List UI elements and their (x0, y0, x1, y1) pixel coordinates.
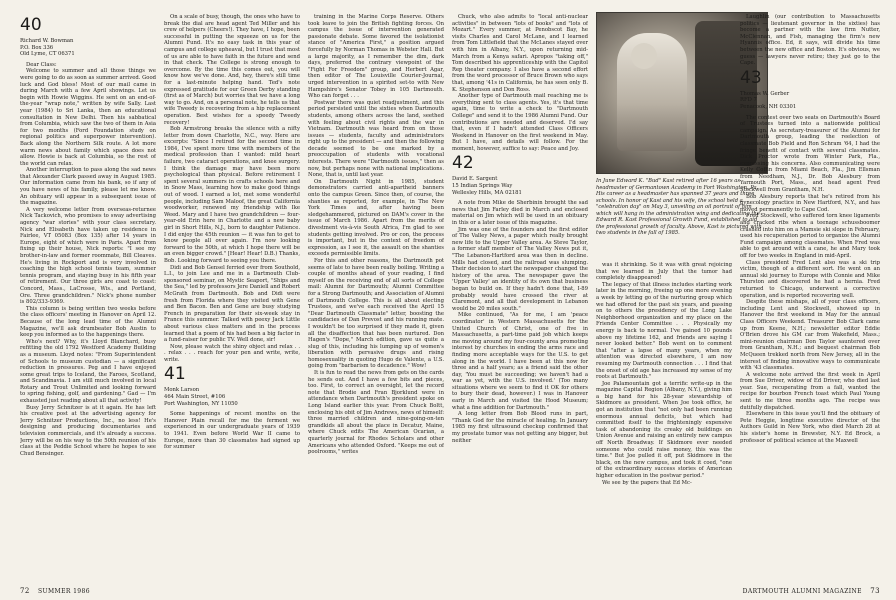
column-1 (20, 14, 156, 582)
paragraph: On Dartmouth Night in 1985, student demonstrators carried anti-apartheid banners onto the campus Green. Since then, of course, the shanties as reported, for example, in The New York Times and, after having been sledgehammered, pictured on DAM's cover in the issue of March 1986. Apart from the merits of divestment vis-à-vis South Africa, I'm glad to see students getting involved. Pro or con, the process is important, but in the context of freedom of expression, as I see it, the assault on the shanties exceeds permissible limits. (308, 178, 444, 258)
footer-left (20, 587, 90, 595)
paragraph: Another type of Dartmouth mail reaching me is everything sent to class agents. Yes, it's that time again, time to write a check to "Dartmouth College" and send it to the 1986 Alumni Fund. Our contributions are needed and deserved. I'd say that, even if I hadn't attended Class Officers Weekend in Hanover on the first weekend in May. But I have, and details will follow. For the moment, however, suffice to say: Peace and Joy. (452, 93, 588, 152)
paragraph: Despite these mishaps, all of your class officers, including Lent and Stockwell, showed up in Hanover the first weekend in May for the annual Class Officers Weekend. Treasurer Bob Clark came up from Keene, N.H.; newsletter editor Eddie O'Brien drove his GM car from Wakefield, Mass.; mini-reunion chairman Don Taylor sauntered over from Grantham, N.H.; and bequest chairman Bob McQueen trekked north from New Jersey, all in the interest of finding innovative ways to communicate with '43 classmates. (740, 299, 880, 372)
column-2 (164, 14, 300, 582)
paragraph: Welcome to summer and all those things we were going to do as soon as summer arrived. Good luck and God bless! Most of our mail came in during March with a few April showings. Let us begin with Howie Wiggins. He sent on an end-of-the-year "wrap note," written by wife Sally. Last year (1984) to Sri Lanka, then an educational consultation in New Delhi. Then his sabbatical from Columbia, which saw the two of them in Asia for two months (Ford Foundation study on regional politics and superpower intervention). Back along the Northern Silk route. A lot more warm news about family which space does not allow. Howie is back at Columbia, so the rest of the world can relax. (20, 68, 156, 167)
paragraph: Dear Class: (26, 61, 57, 68)
paragraph: Busy Jerry Schnitzer is at it again. He has left his creative post at the advertising agency for Jerry Schnitzer Productions, Inc., no less! He's designing and producing documentaries and television commercials, and it's already a success. Jerry will be on his way to the 50th reunion of his class at the Peddie School where he hopes to see Chud Bensinger. (20, 404, 156, 457)
paragraph: The legacy of that illness includes starting work later in the morning, freeing up one more evening a week by letting go of the nurturing group which we had offered for the past six years, and passing on to others the presidency of the Long Lake Neighborhood organization and my place on the Friends Center Committee . . . Physically my energy is back to normal. I've gained 10 pounds above my lifetime 162, and friends are saying I never looked better." Bob went on to comment that "after a lapse of many years, when my attention was directed elsewhere, I am now resuming my Dartmouth connection . . . I find that the onset of old age has increased my sense of my roots at Dartmouth." (596, 281, 732, 381)
address-line: Richard W. Bowman (20, 38, 74, 44)
address-line: Monk Larson (164, 387, 200, 394)
issue-label: SUMMER 1986 (38, 588, 90, 595)
class-secretary-address (20, 38, 156, 58)
class-number: 43 (740, 67, 762, 88)
page-number-left: 72 (20, 587, 30, 595)
paragraph: Fred Stockwell, who suffered torn knee ligaments and cracked ribs when a teenage schussboomer crashed into him on a Mamsie ski slope in February, used his recuperation period to organize the Alumni Fund campaign among classmates. When Fred was able to get around with a cane, he and Mary took off for two weeks in England in mid-April. (740, 213, 880, 259)
class-secretary-address (740, 91, 880, 111)
address-line: Port Washington, NY 11050 (164, 400, 238, 407)
paragraph: A note from Mike de Sherbinin brought the sad news that Jim Farley died in March and enclosed material on Jim which will be used in an obituary in this or a later issue of this magazine. (452, 200, 588, 227)
class-number: 42 (452, 153, 474, 174)
paragraph: Joe Palamountain got a terrific write-up in the magazine Capital Region (Albany, N.Y.), giving him a big hand for his 28-year stewardship of Skidmore as president. When Joe took office, he got an institution that "not only had been running enormous annual deficits, but which had committed itself to the frighteningly expensive task of abandoning its creaky old buildings on Union Avenue and raising an entirely new campus off North Broadway. If Skidmore ever needed someone who could raise money, this was the time." But Joe pulled it off, put Skidmore in the black, on the new campus, and took it coed, "one of the extraordinary success stories of American higher education in the postwar period." (596, 380, 732, 479)
paragraph: Jim was one of the founders and the first editor of The Valley News, a paper which really brought new life to the Upper Valley area. As Steve Taylor, a former staff member of The Valley News put it, "The Lebanon-Hartford area was then in decline. Mills had closed, and the railroad was slumping. Their decision to start the newspaper changed the history of the area. The newspaper gave the 'Upper Valley' an identity of its own that business began to build on. If they hadn't done that, I-89 probably would have crossed the river at Claremont, and all that development in Lebanon would be 20 miles south." (452, 226, 588, 312)
paragraph: Another interruption to pass along the sad news that Alexander Clark passed away in August 1985. Our information came from his bank, so if any of you have news of his family, please let me know. An obituary will appear in a subsequent issue of the magazine. (20, 167, 156, 207)
class-number: 41 (164, 364, 186, 385)
address-line: Wellesley Hills, MA 02181 (452, 189, 522, 196)
paragraph: Mike continued, "As for me, I am 'peace coordinator' in Western Massachusetts for the United Church of Christ, one of five in Massachusetts, a part-time paid job which keeps me moving around my four-county area promoting interest by churches in ending the arms race and finding more acceptable ways for the U.S. to get along in the world. I have been at this now for three and a half years; as a friend said the other day, 'You must be succeeding; we haven't had a war as yet, with the U.S. involved.' (Too many situations where we seem to find it OK for others to bury their dead, however.) I was in Hanover early in March and visited the Hood Museum; what a fine addition for Dartmouth." (452, 312, 588, 411)
paragraph: Elsewhere in this issue you'll find the obituary of Pete Heggie, longtime executive director of the Authors Guild in New York, who died March 28 at his sister's home in Brewster, N.Y. Ed Brock, a professor of political science at the Maxwell (740, 411, 880, 444)
photo-figure-head (631, 43, 657, 69)
paragraph: Laughlin (our contribution to Massachusetts politics — lieutenant governor in the sixties) has become a partner with the law firm Nutter, McClennan, and Fish, managing the firm's new Hyannis office. Ed, it says, will divide his time between the new office and Boston. It's obvious, we guess — lawyers never retire; they just go to the Cape. (740, 14, 880, 67)
column-3 (308, 14, 444, 582)
paragraph: The contest over two seats on Dartmouth's Board of Trustees turned into a nationwide political campaign. As secretary-treasurer of the Alumni for Dartmouth group, leading the reelection of classmate Bob Field and Ron Schram '64, I had the fringe benefit of contact with several classmates. Dick Proctor wrote from Winter Park, Fla., expressing his concerns. Also communicating were Kelly Coffin from Miami Beach, Fla., Jim Ellsman from Needham, N.J., Dr. Bob Alesbury from Yarmouth Port, Mass., and head agent Fred Stockwell from Grantham, N.H. (740, 114, 880, 194)
paragraph: A very welcome letter from overseas-returnee Nick Tackovich, who promises to sway advertising agency "war stories" with your class secretary. Nick and Elisabeth have taken up residence in Fairlee, VT 05083 (Box 135) after 14 years in Europe, eight of which were in Paris. Apart from fixing up their house, Nick reports: "I see my brother-in-law and former roommate, Bill Cleaves. He's living in Rockport and is very involved in coaching the high school tennis team, summer tennis program, and staying busy in his fifth year of retirement. Our three girls are coast to coast: Concord, Mass., LaCrosse, Wis., and Portland, Ore. Three grandchildren." Nick's phone number is 802/333-9369. (20, 206, 156, 306)
address-line: 15 Indian Springs Way (452, 183, 513, 190)
paragraph: It is fun to read the news from gets on the cards he sends out. And I have a few bits and pieces, too. First, to correct an oversight, let the record note that Brodie and Fran Bjorklund were in attendance when Dartmouth's president spoke on Long Island earlier this year. From Chuck Boltt, enclosing his obit of Jim Andrews, news of himself: three married children and nine-going-on-ten grandkids all about the place in Decatur, Maine, where Chuck edits The American Ocarian, a quarterly journal for Rhodes Scholars and other Americans who attended Oxford. "Keeps me out of poolrooms," writes (308, 370, 444, 456)
paragraph: Some happenings of recent months on the Hanover Plain recall for me the ferment we experienced in our undergraduate years of 1939 to 1941. Even before World War II came to Europe, more than 30 classmates had signed up for summer (164, 411, 300, 451)
paragraph: This column is being written two weeks before the class officers' meeting in Hanover on April 12. Because of the long lead time of the Alumni Magazine, we'll ask drumbeater Bob Austin to keep you informed as to the happenings there. (20, 305, 156, 339)
paragraph: Class president Fred Lent also was a ski trip victim, though of a different sort. He went on an annual ski journey to Europe with Connie and Mike Thurston and discovered he had a hernia. Fred returned to Chicago, underwent a corrective operation, and is reported recovering well. (740, 259, 880, 299)
address-line: Old Lyme, CT 06371 (20, 51, 75, 58)
paragraph: training in the Marine Corps Reserve. Others took leave to join the British fighting forces. On campus the issue of intervention generated passionate debate. Some favored the isolationist stance of "America First," a position argued forcefully by Norman Thomas in Webster Hall. But a large majority, as I remember the dim, dark days, preferred the contrary viewpoint of the "Fight For Freedom" group, and Herbert Agar, then editor of The Louisville Courier-Journal, urged intervention in a spirited set-to with New Hampshire's Senator Tobey in 105 Dartmouth. Who can forget . . . (308, 14, 444, 100)
address-line: Thomas W. Gerber (740, 90, 790, 97)
paragraph: Chuck, who also admits to "local anti-nuclear activities" in between "lots of books" and "lots of Mozart." Every summer, at Penobscot Bay, he visits Charles and Carol McLane, and I learned from Tom Littlefield that the McLanes stayed over with him in Albany, N.Y., upon returning mid-March from a Kenya safari. Apropos "taking off," Tom described his apprenticeship with the Capitol Rep theater company. I also have a second effort from the word processor of Bruce Brown who says that, among '41s in California, he has seen only B. K. Stephenson and Don Ross. (452, 14, 588, 93)
paragraph: A welcome note arrived the first week in April from Sue Driver, widow of Ed Driver, who died last year. Sue, recuperating from a fall, wanted the recipe for bourbon French toast which Paul Young sent to me three months ago. The recipe was dutifully dispatched. (740, 371, 880, 411)
column-6 (740, 14, 880, 582)
address-line: Penacook, NH 03301 (740, 103, 797, 110)
class-number: 40 (20, 15, 42, 35)
column-5 (596, 262, 732, 582)
address-line: David E. Sargent (452, 176, 498, 183)
class-secretary-address (452, 176, 588, 196)
paragraph: A long letter from Bob Blood runs in part, "Thank God for the miracle of healing. In January 1985 my first ultrasound checkup confirmed that my prostate tumor was not getting any bigger, but neither (452, 411, 588, 444)
page-number-right: 73 (870, 587, 880, 595)
paragraph: We see by the papers that Ed Mc- (602, 479, 692, 486)
paragraph: Now, please watch the shiny object and relax . . . relax . . . reach for your pen and write, write, write. (164, 343, 300, 363)
paragraph: On a scale of busy, though, the ones who have to break the dial are head agent Ted Miller and his crew of helpers (Cheers!). They have, I hope, been successful in putting the squeeze on us for the Alumni Fund. It's no easy task in this year of campus and college upheaval, but I trust that most of us are able to have faith in the future and send in that check. The College is strong enough to overcome. By the time this comes out, you will know how we've done. And, hey, there's still time for a last-minute helping hand. Ted's note expressed gratitude for our Green Derby standing (first as of March) but worries that we have a long way to go. And, on a personal note, he tells us that wife Tweedy is recovering from a hip replacement operation. Best wishes for a speedy Tweedy recovery! (164, 14, 300, 126)
paragraph: was it shrinking. So it was with great rejoicing that we learned in July that the tumor had completely disappeared! (596, 262, 732, 282)
paragraph: For this and other reasons, the Dartmouth pot seems of late to have been really boiling. Writing a couple of months ahead of your reading, I find myself on the receiving end of all sorts of College mail: Alumni for Dartmouth; Alumni Committee for a Strong Dartmouth; and Association of Alumni of Dartmouth College. This is all about electing Trustees, and we've each received the April 15 "Dear Dartmouth Classmate" letter, boosting the candidacies of Dan Prevost and his running mate. I wouldn't be too surprised if they made it, given all the disaffection that has been nurtured. Don Hagen's "Dope," March edition, gave us quite a slug of this, including his lumping up of women's liberation with pervasive drugs and rising homosexuality in quoting Hugo de Valente, a U.S. going from "barbarism to decadence." Wow! (308, 257, 444, 370)
address-line: P.O. Box 336 (20, 44, 54, 51)
address-line: RFD 7 (740, 97, 757, 104)
magazine-title: DARTMOUTH ALUMNI MAGAZINE (742, 588, 862, 595)
column-4 (452, 14, 588, 582)
paragraph: Didi and Bob Gensel ferried over from Southold, L.I., to join Lee and me in a Dartmouth Club-sponsored seminar, on Mystic Seaport, "Ships and the Sea," led by professors Jere Daniell and Robert McGrath from Dartmouth. Bob and Didi were fresh from Florida where they visited with Gene and Ben Bacon. Ben and Gene are busy studying French in preparation for their six-week stay in France this summer. Talked with peexy Jack Little about various class matters and in the process learned that a poem of his had been a big factor in a fund-raiser for public TV. Well done, sir! (164, 264, 300, 344)
class-secretary-address (164, 387, 300, 407)
address-line: 464 Main Street, #106 (164, 394, 226, 401)
photo-caption: In June Edward K. "Bud" Kast retired after 16 years as headmaster of Germantown Academy in Fort Washington, Pa. His career as a headmaster has spanned 37 years and three schools. In honor of Kast and his wife, the school held a "celebration day" on May 3, unveiling an oil portrait of him which will hang in the administration wing and dedicating the Edward R. Kast Professional Growth Fund, established to aid the professional growth of faculty. Above, Kast is pictured with two students in the fall of 1985. (596, 178, 762, 236)
footer-right (743, 587, 880, 595)
paragraph: Bob Alesbury reports that he's retired from his gynecology practice in New Hartford, N.Y., and has moved permanently to Cape Cod. (740, 193, 880, 213)
paragraph: Bob Armstrong breaks the silence with a nifty letter from down Charlotte, N.C., way. Here are excerpts: "Since I retired for the second time in 1984, I've spent more time with members of the medical profession than I wanted: mild heart failure, two cataract operations, and knee surgery. I think the damage may have been more psychological than physical. Before retirement I spent several summers in crafts schools here and in Snow Mass, learning how to make good things out of wood. I earned a lot, met some wonderful people, including Sam Maloof, the great California woodworker, renewed my friendship with Ike Weed. Mary and I have two grandchildren — four-year-old Erin here in Charlotte and a new baby girl in Short Hills, N.J., born to daughter Patience. I did enjoy the 45th reunion — it was fun to get to know people all over again. I'm now looking forward to the 50th, at which I hope there will be an even bigger crowd." [Hear! Hear! D.B.) Thanks, Bob. Looking forward to seeing you there. (164, 126, 300, 264)
paragraph: Postwar there was quiet readjustment, and this period persisted until the sixties when Dartmouth students, among others across the land, seethed with feeling about civil rights and the war in Vietnam. Dartmouth was heard from on those issues — students, faculty and administrators right up to the president — and then the following decade seemed to be one marked by a preoccupation of students with vocational interests. There were "Dartmouth issues," then as now, but perhaps none with national implications. None, that is, until last year. (308, 99, 444, 179)
paragraph: Who's next? Why, it's Lloyd Blanchard, busy refitting the old 1792 Westford Academy Building as a museum. Lloyd notes: "From Superintendent of Schools to museum custodian — a significant reduction in pressures. Peg and I have enjoyed some great trips to Iceland, the Faroes, Scotland, and Scandinavia. I am still much involved in local Rotary and Trout Unlimited and looking forward to spring fishing, golf, and gardening." Gad — I'm exhausted just reading about all that activity! (20, 338, 156, 405)
